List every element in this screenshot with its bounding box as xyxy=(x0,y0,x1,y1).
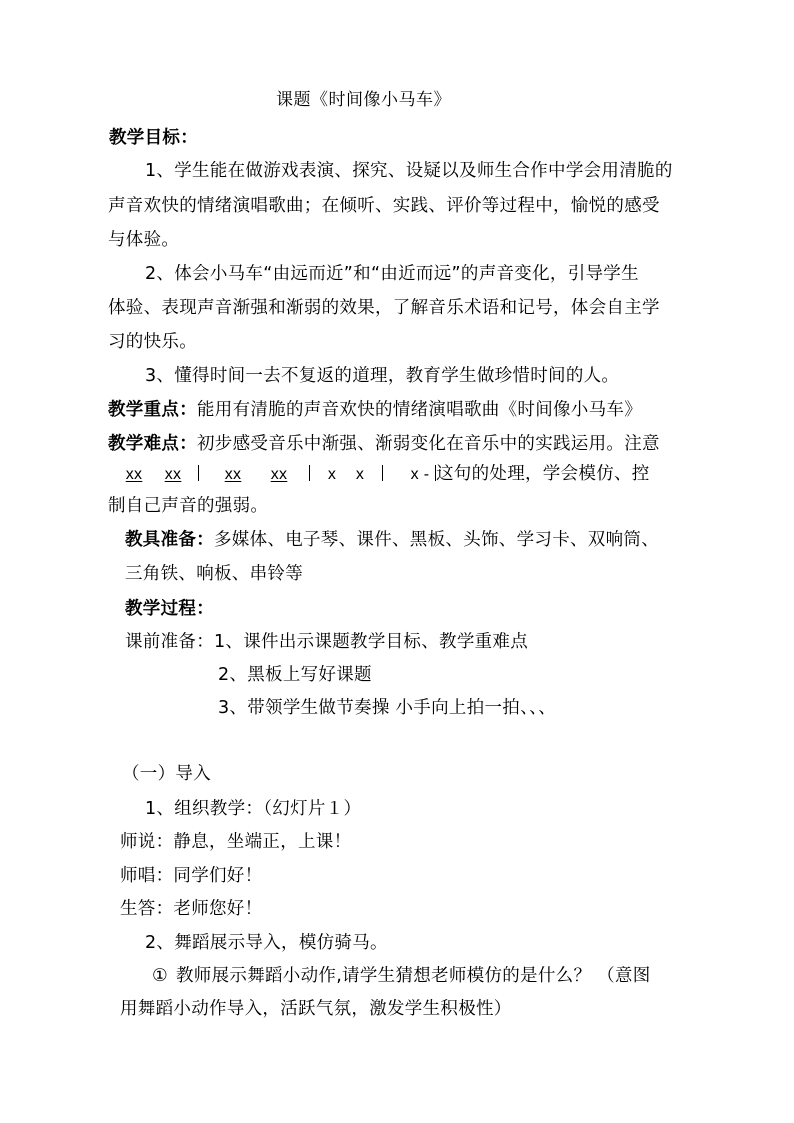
sub-item-1-line-2: 用舞蹈小动作导入，活跃气氛，激发学生积极性） xyxy=(120,999,512,1019)
difficulty-line-3: 制自己声音的强弱。 xyxy=(108,496,269,516)
bar-line xyxy=(198,465,199,481)
rhythm-after-text: 这句的处理，学会模仿、控 xyxy=(436,464,650,484)
prep-item: 3、带领学生做节奏操 小手向上拍一拍、、、 xyxy=(218,698,556,718)
key-point-text: 能用有清脆的声音欢快的情绪演唱歌曲《时间像小马车》 xyxy=(197,400,642,420)
rhythm-beat: xx xyxy=(270,466,288,483)
prep-label: 课前准备： xyxy=(125,632,214,652)
tools-label: 教具准备： xyxy=(125,530,214,550)
objective-2-line-2: 体验、表现声音渐强和渐弱的效果，了解音乐术语和记号，体会自主学 xyxy=(108,298,660,318)
tools-line-2: 三角铁、响板、串铃等 xyxy=(125,564,303,584)
objectives-heading: 教学目标： xyxy=(109,128,198,148)
objective-3: 3、懂得时间一去不复返的道理，教育学生做珍惜时间的人。 xyxy=(145,366,620,386)
rhythm-beat: x xyxy=(355,466,365,483)
circled-number: ① xyxy=(152,966,168,986)
sub-item-1 xyxy=(152,964,651,988)
rhythm-beat: x xyxy=(327,466,337,483)
rhythm-beat: xx xyxy=(125,466,143,483)
tools xyxy=(125,528,659,552)
prep-line-1 xyxy=(125,630,528,654)
objective-2-line-3: 习的快乐。 xyxy=(108,332,197,352)
page-title: 课题《时间像小马车》 xyxy=(276,90,451,110)
rhythm-line xyxy=(118,462,650,487)
objective-1-line-3: 与体验。 xyxy=(108,230,180,250)
rhythm-beat: xx xyxy=(224,466,242,483)
key-point-label: 教学重点： xyxy=(108,400,197,420)
key-point xyxy=(108,398,642,422)
dialog-line: 师说：静息，坐端正，上课！ xyxy=(120,832,352,852)
objective-2-line-1: 2、体会小马车“由远而近”和“由近而远”的声音变化，引导学生 xyxy=(145,264,639,284)
rhythm-beat: xx xyxy=(164,466,182,483)
difficulty xyxy=(108,432,660,456)
dialog-line: 师唱：同学们好！ xyxy=(120,866,263,886)
bar-line xyxy=(382,465,383,481)
step-1: 1、组织教学：（幻灯片１） xyxy=(145,799,362,819)
prep-item: 2、黑板上写好课题 xyxy=(218,665,372,685)
tools-text: 多媒体、电子琴、课件、黑板、头饰、学习卡、双响筒、 xyxy=(214,530,659,550)
difficulty-label: 教学难点： xyxy=(108,434,197,454)
objective-1-line-1: 1、学生能在做游戏表演、探究、设疑以及师生合作中学会用清脆的 xyxy=(145,161,673,181)
step-2: 2、舞蹈展示导入，模仿骑马。 xyxy=(145,933,388,953)
section-heading: （一）导入 xyxy=(122,764,211,784)
objective-1-line-2: 声音欢快的情绪演唱歌曲；在倾听、实践、评价等过程中，愉悦的感受 xyxy=(108,196,660,216)
prep-item: 1、课件出示课题教学目标、教学重难点 xyxy=(214,632,529,652)
difficulty-text: 初步感受音乐中渐强、渐弱变化在音乐中的实践运用。注意 xyxy=(197,434,660,454)
dialog-line: 生答：老师您好！ xyxy=(120,899,263,919)
rhythm-beat: x - xyxy=(410,466,430,483)
bar-line xyxy=(309,465,310,481)
sub-item-text: 教师展示舞蹈小动作,请学生猜想老师模仿的是什么？ （意图 xyxy=(176,966,651,986)
process-heading: 教学过程： xyxy=(125,599,214,619)
